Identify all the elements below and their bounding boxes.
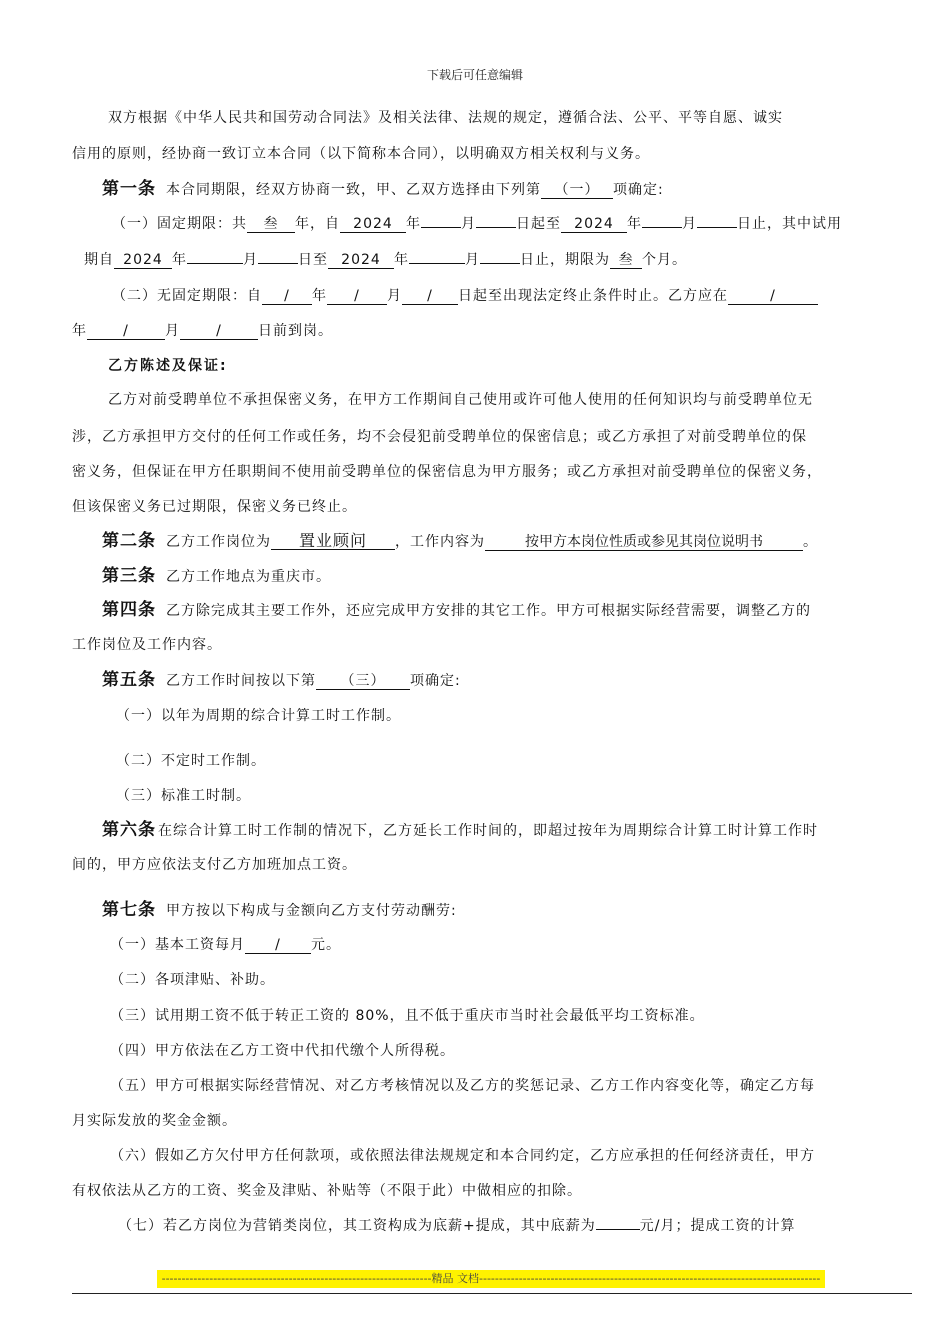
article-6-line-2: 间的，甲方应依法支付乙方加班加点工资。	[72, 857, 357, 873]
intro-line-2: 信用的原则，经协商一致订立本合同（以下简称本合同），以明确双方相关权利与义务。	[72, 146, 650, 162]
basic-salary-value: /	[245, 937, 311, 954]
article-2-text: 乙方工作岗位为	[166, 534, 271, 550]
article-5	[102, 670, 942, 691]
article-5-choice: （三）	[316, 673, 410, 690]
article-7-item-5-line-2: 月实际发放的奖金金额。	[72, 1113, 237, 1129]
position-value: 置业顾问	[271, 533, 395, 550]
fixed-term-line-2	[84, 250, 924, 270]
trial-end-day-blank	[480, 263, 520, 264]
year-label: 年	[172, 252, 187, 268]
article-7-item-6-line-2: 有权依法从乙方的工资、奖金及津贴、补贴等（不限于此）中做相应的扣除。	[72, 1183, 582, 1199]
trial-from-label: 期自	[84, 252, 114, 268]
article-7-item-4: （四）甲方依法在乙方工资中代扣代缴个人所得税。	[110, 1043, 455, 1059]
statement-line-4: 但该保密义务已过期限，保密义务已终止。	[72, 499, 357, 515]
fixed-term-years: 叁	[247, 216, 295, 233]
trial-duration-label: 日止，期限为	[520, 252, 610, 268]
work-content-value: 按甲方本岗位性质或参见其岗位说明书	[485, 534, 803, 551]
article-7-title: 第七条	[102, 900, 156, 920]
article-5-tail: 项确定:	[410, 673, 461, 689]
footer-banner: --------------------------------------------------------------------精品 文档--------------------------------------------------------------------------------------	[157, 1270, 825, 1288]
article-5-text: 乙方工作时间按以下第	[166, 673, 316, 689]
trial-label: 日止，其中试用	[737, 216, 842, 232]
article-4-line-2: 工作岗位及工作内容。	[72, 637, 222, 653]
open-start-year: /	[262, 288, 312, 305]
page-header: 下载后可任意编辑	[426, 68, 523, 82]
article-7-item-3: （三）试用期工资不低于转正工资的 80%，且不低于重庆市当时社会最低平均工资标准。	[110, 1008, 705, 1024]
article-6-title: 第六条	[102, 820, 156, 840]
to-label: 日至	[298, 252, 328, 268]
open-term-label: （二）无固定期限：自	[112, 288, 262, 304]
base-salary-blank	[596, 1229, 640, 1230]
article-5-option-1: （一）以年为周期的综合计算工时工作制。	[116, 708, 401, 724]
trial-end-year: 2024	[328, 252, 394, 269]
year-label: 年	[394, 252, 409, 268]
article-7-text: 甲方按以下构成与金额向乙方支付劳动酬劳:	[166, 903, 457, 919]
sales-salary-text: 元/月；提成工资的计算	[639, 1218, 796, 1234]
currency-label: 元。	[311, 937, 341, 953]
article-7-item-1	[110, 935, 950, 955]
article-4-text: 乙方除完成其主要工作外，还应完成甲方安排的其它工作。甲方可根据实际经营需要，调整乙方的	[166, 603, 811, 619]
article-4-line-1	[102, 600, 942, 621]
article-1	[102, 179, 942, 200]
statement-title: 乙方陈述及保证:	[108, 358, 228, 374]
end-year: 2024	[561, 216, 627, 233]
article-4-title: 第四条	[102, 600, 156, 620]
statement-line-2: 涉，乙方承担甲方交付的任何工作或任务，均不会侵犯前受聘单位的保密信息；或乙方承担了对前受聘单位的保	[72, 429, 807, 445]
article-2	[102, 531, 942, 552]
article-2-end: 。	[803, 534, 818, 550]
basic-salary-label: （一）基本工资每月	[110, 937, 245, 953]
article-2-text-2: ，工作内容为	[395, 534, 485, 550]
year-label: 年	[312, 288, 327, 304]
article-1-text: 本合同期限，经双方协商一致，甲、乙双方选择由下列第	[166, 182, 541, 198]
month-label: 月	[165, 323, 180, 339]
open-term-text: 日起至出现法定终止条件时止。乙方应在	[458, 288, 728, 304]
trial-start-day-blank	[258, 263, 298, 264]
article-6-text: 在综合计算工时工作制的情况下，乙方延长工作时间的，即超过按年为周期综合计算工时计算工作时	[158, 823, 818, 839]
open-start-month: /	[327, 288, 387, 305]
end-month-blank	[642, 227, 682, 228]
fixed-term-label: （一）固定期限：共	[112, 216, 247, 232]
until-label: 日起至	[516, 216, 561, 232]
sales-salary-label: （七）若乙方岗位为营销类岗位，其工资构成为底薪+提成，其中底薪为	[118, 1218, 596, 1234]
intro-line-1: 双方根据《中华人民共和国劳动合同法》及相关法律、法规的规定，遵循合法、公平、平等自愿、诚实	[108, 110, 783, 126]
article-7-item-6-line-1: （六）假如乙方欠付甲方任何款项，或依照法律法规规定和本合同约定，乙方应承担的任何经济责任，甲方	[110, 1148, 815, 1164]
article-5-title: 第五条	[102, 670, 156, 690]
start-year: 2024	[340, 216, 406, 233]
article-1-title: 第一条	[102, 179, 156, 199]
report-text: 日前到岗。	[258, 323, 333, 339]
open-term-line-2	[72, 321, 912, 341]
article-1-choice: （一）	[541, 182, 613, 199]
month-label: 月	[387, 288, 402, 304]
article-3	[102, 566, 942, 587]
article-7-item-5-line-1: （五）甲方可根据实际经营情况、对乙方考核情况以及乙方的奖惩记录、乙方工作内容变化等，确定乙方每	[110, 1078, 815, 1094]
end-day-blank	[697, 227, 737, 228]
article-7-item-7	[118, 1216, 950, 1236]
months-label: 个月。	[642, 252, 687, 268]
open-start-day: /	[402, 288, 458, 305]
article-5-option-2: （二）不定时工作制。	[116, 753, 266, 769]
article-3-text: 乙方工作地点为重庆市。	[166, 569, 331, 585]
start-day-blank	[476, 227, 516, 228]
article-5-option-3: （三）标准工时制。	[116, 788, 251, 804]
month-label: 月	[243, 252, 258, 268]
report-year: /	[728, 288, 818, 305]
open-term-line-1	[112, 286, 950, 306]
year-label: 年	[406, 216, 421, 232]
year-label: 年	[72, 323, 87, 339]
month-label: 月	[461, 216, 476, 232]
article-3-title: 第三条	[102, 566, 156, 586]
footer-rule	[72, 1293, 912, 1294]
month-label: 月	[682, 216, 697, 232]
trial-start-month-blank	[187, 263, 243, 264]
article-6-line-1	[102, 820, 942, 841]
article-7-item-2: （二）各项津贴、补助。	[110, 972, 275, 988]
statement-line-1: 乙方对前受聘单位不承担保密义务，在甲方工作期间自己使用或许可他人使用的任何知识均与前受聘单位无	[108, 392, 813, 408]
report-day: /	[180, 323, 258, 340]
statement-line-3: 密义务，但保证在甲方任职期间不使用前受聘单位的保密信息为甲方服务；或乙方承担对前受聘单位的保密义务，	[72, 464, 822, 480]
trial-end-month-blank	[409, 263, 465, 264]
year-label: 年	[627, 216, 642, 232]
fixed-term-text: 年，自	[295, 216, 340, 232]
article-7	[102, 900, 942, 921]
month-label: 月	[465, 252, 480, 268]
article-1-tail: 项确定:	[613, 182, 664, 198]
fixed-term-line-1	[112, 214, 950, 234]
trial-months: 叁	[610, 252, 642, 269]
start-month-blank	[421, 227, 461, 228]
report-month: /	[87, 323, 165, 340]
trial-start-year: 2024	[114, 252, 172, 269]
article-2-title: 第二条	[102, 531, 156, 551]
